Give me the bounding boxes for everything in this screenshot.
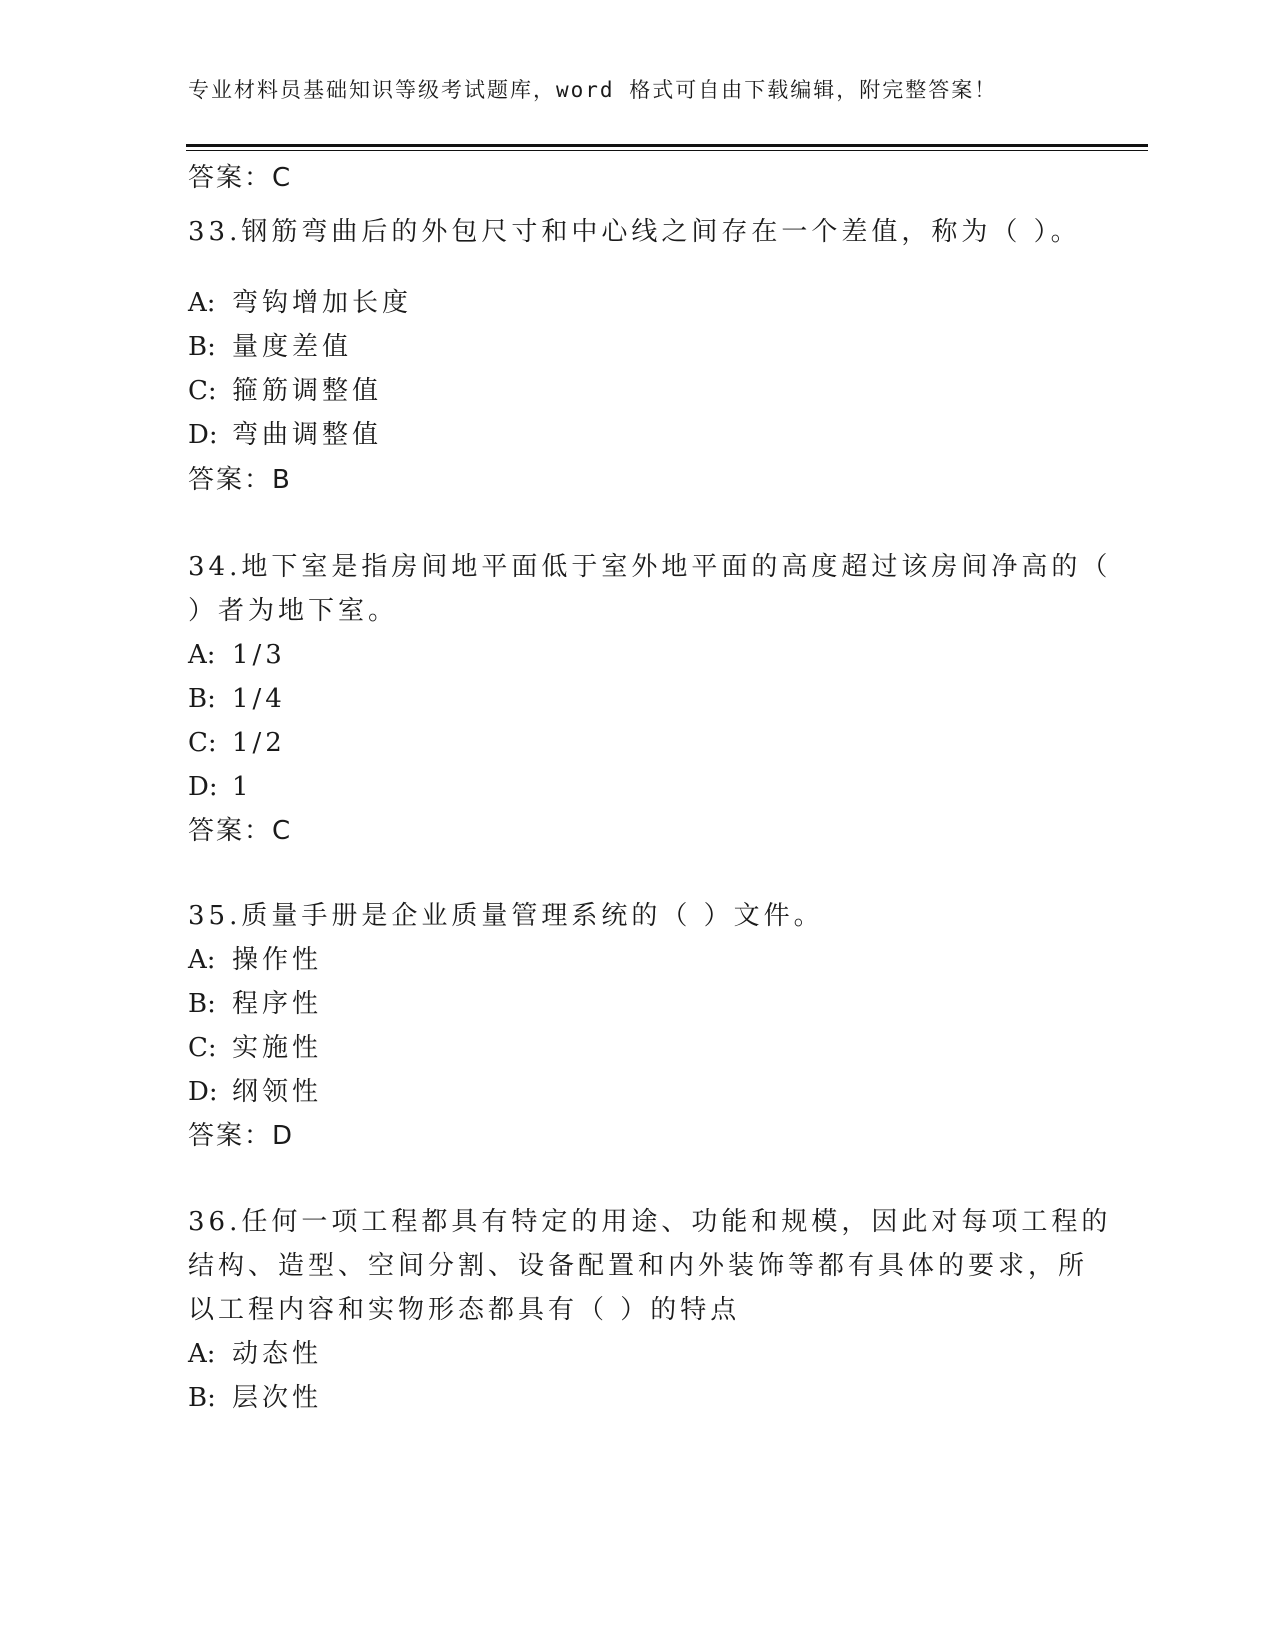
question-34-option-b (188, 684, 286, 714)
question-33-answer: 答案：B (188, 465, 292, 495)
option-text: 层次性 (232, 1383, 323, 1413)
option-label: D: (188, 772, 218, 802)
option-label: B: (188, 1383, 216, 1413)
question-35-stem-line: 35.质量手册是企业质量管理系统的（ ）文件。 (188, 901, 824, 931)
option-label: C: (188, 728, 217, 758)
option-label: A: (188, 640, 216, 670)
option-label: B: (188, 989, 216, 1019)
question-34-option-a (188, 640, 286, 670)
option-text: 程序性 (232, 989, 323, 1019)
question-34-stem-line-2: ）者为地下室。 (188, 596, 399, 626)
option-text: 1 (232, 772, 253, 802)
question-35-option-a (188, 945, 322, 975)
question-36-option-b (188, 1383, 322, 1413)
option-text: 1/3 (232, 640, 286, 670)
question-36-stem-line-3: 以工程内容和实物形态都具有（ ）的特点 (188, 1295, 741, 1325)
question-36-stem-line-1: 36.任何一项工程都具有特定的用途、功能和规模，因此对每项工程的 (188, 1207, 1112, 1237)
question-33-option-a (188, 288, 412, 318)
question-33-stem-line: 33.钢筋弯曲后的外包尺寸和中心线之间存在一个差值，称为（ ）。 (188, 217, 1081, 247)
question-36-stem-line-2: 结构、造型、空间分割、设备配置和内外装饰等都有具体的要求，所 (188, 1251, 1089, 1281)
question-33-option-b (188, 332, 352, 362)
header-rule-thin (186, 150, 1148, 151)
option-text: 操作性 (232, 945, 323, 975)
option-text: 动态性 (232, 1339, 323, 1369)
option-text: 纲领性 (232, 1077, 323, 1107)
option-label: C: (188, 376, 217, 406)
option-text: 量度差值 (232, 332, 353, 362)
question-33-option-c (188, 376, 382, 406)
option-text: 1/2 (232, 728, 286, 758)
question-34-stem-line-1: 34.地下室是指房间地平面低于室外地平面的高度超过该房间净高的（ (188, 552, 1112, 582)
option-label: A: (188, 945, 216, 975)
option-text: 实施性 (232, 1033, 323, 1063)
option-label: B: (188, 332, 216, 362)
page-header: 专业材料员基础知识等级考试题库，word 格式可自由下载编辑，附完整答案！ (188, 78, 998, 102)
question-35-option-c (188, 1033, 322, 1063)
question-36-option-a (188, 1339, 322, 1369)
option-label: B: (188, 684, 216, 714)
question-35-answer: 答案：D (188, 1121, 295, 1151)
option-label: A: (188, 288, 216, 318)
question-33-option-d (188, 420, 382, 450)
question-34-option-c (188, 728, 286, 758)
header-rule-thick (186, 144, 1148, 147)
option-label: D: (188, 420, 218, 450)
previous-answer: 答案：C (188, 163, 293, 193)
option-label: D: (188, 1077, 218, 1107)
option-text: 1/4 (232, 684, 286, 714)
option-text: 弯钩增加长度 (232, 288, 413, 318)
option-text: 箍筋调整值 (232, 376, 383, 406)
question-34-answer: 答案：C (188, 816, 293, 846)
option-text: 弯曲调整值 (232, 420, 383, 450)
question-35-option-d (188, 1077, 322, 1107)
question-34-option-d (188, 772, 253, 802)
option-label: C: (188, 1033, 217, 1063)
option-label: A: (188, 1339, 216, 1369)
question-35-option-b (188, 989, 322, 1019)
